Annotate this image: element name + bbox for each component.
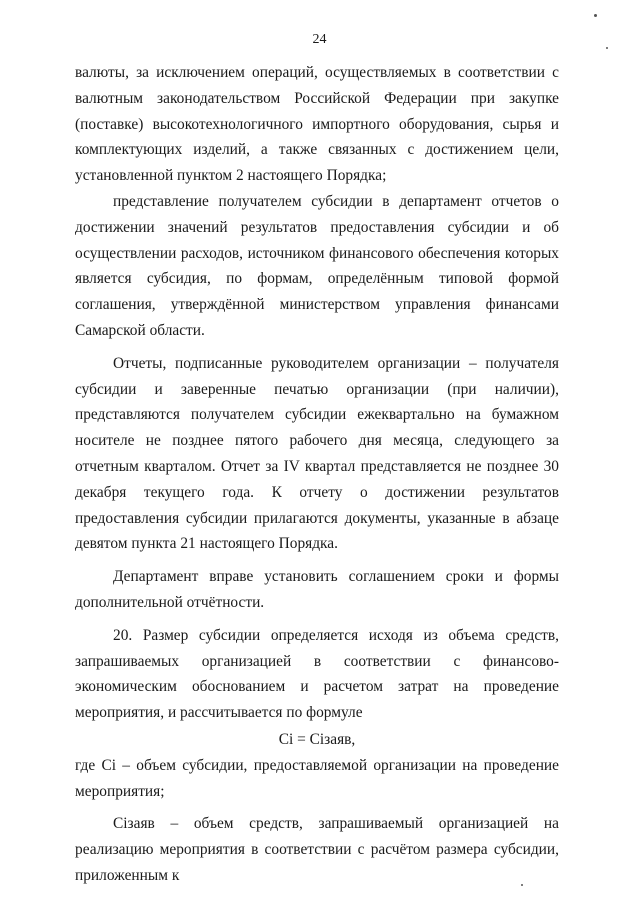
scan-speck <box>594 14 597 17</box>
scan-speck <box>606 47 608 49</box>
paragraph-additional-reporting: Департамент вправе установить соглашением сроки и формы дополнительной отчётности. <box>75 568 559 611</box>
scan-speck <box>521 884 523 886</box>
paragraph-reports-submission: Отчеты, подписанные руководителем организации – получателя субсидии и заверенные печатью организации (при наличии), представляются получателем субсидии ежеквартально на бумажном носителе не позднее пятого рабочего дня месяца, следующего за отчетным кварталом. Отчет за IV квартал представляется не позднее 30 декабря текущего года. К отчету о достижении результатов предоставления субсидии прилагаются документы, указанные в абзаце девятом пункта 21 настоящего Порядка. <box>75 354 559 553</box>
paragraph-currency-operations: валюты, за исключением операций, осуществляемых в соответствии с валютным законодательством Российской Федерации при закупке (поставке) высокотехнологичного импортного оборудования, сырья и комплектующих изделий, а также связанных с достижением цели, установленной пунктом 2 настоящего Порядка; <box>75 64 559 185</box>
paragraph-formula-definition-ci: где Ci – объем субсидии, предоставляемой организации на проведение мероприятия; <box>75 756 559 800</box>
document-body <box>75 60 559 889</box>
paragraph-reporting-requirement: представление получателем субсидии в департамент отчетов о достижении значений результатов предоставления субсидии и об осуществлении расходов, источником финансового обеспечения которых является субсидия, по формам, определённым типовой формой соглашения, утверждённой министерством управления финансами Самарской области. <box>75 192 559 339</box>
page-number: 24 <box>312 32 327 47</box>
paragraph-formula-definition-requested: Ciзаяв – объем средств, запрашиваемый организацией на реализацию мероприятия в соответствии с расчётом размера субсидии, приложенным к <box>75 815 559 884</box>
paragraph-subsidy-amount: 20. Размер субсидии определяется исходя из объема средств, запрашиваемых организацией в соответствии с финансово-экономическим обоснованием и расчетом затрат на проведение мероприятия, и рассчитывается по формуле <box>75 626 559 722</box>
formula: Ci = Ciзаяв, <box>278 730 356 748</box>
